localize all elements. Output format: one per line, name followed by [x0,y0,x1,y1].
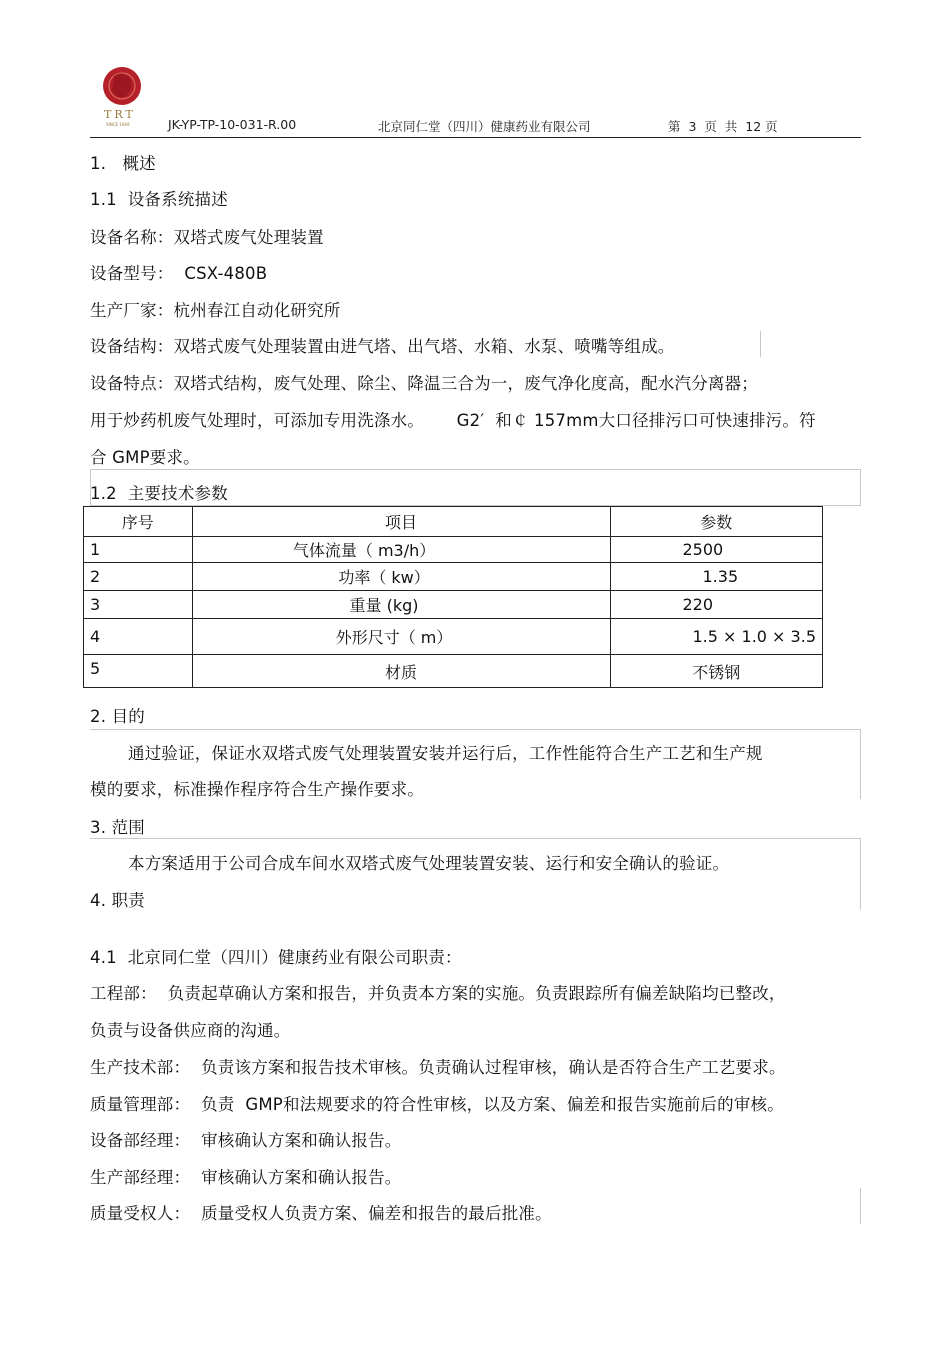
logo-text: TRT [104,108,136,121]
table-header-row [84,507,823,537]
equipment-feature-line-3: 合 GMP要求。 [90,448,200,467]
col-header-value: 参数 [610,507,823,537]
cell-value: 1.35 [610,563,823,591]
page-info: 第 3 页 共 12 页 [668,119,778,134]
doc-code: JK-YP-TP-10-031-R.00 [168,117,297,132]
equipment-structure: 设备结构：双塔式废气处理装置由进气塔、出气塔、水箱、水泵、喷嘴等组成。 [90,337,675,356]
cell-index: 5 [84,655,193,688]
cell-item: 重量 (kg) [192,591,610,619]
equipment-name: 设备名称：双塔式废气处理装置 [90,228,324,247]
section-3-heading: 3. 范围 [90,818,145,837]
table-row [84,591,823,619]
table-row [84,655,823,688]
section-2-box-right [860,729,861,799]
col-header-index: 序号 [84,507,193,537]
equipment-feature-line-1: 设备特点：双塔式结构，废气处理、除尘、降温三合为一，废气净化度高，配水汽分离器； [90,374,758,393]
responsibility-quality: 质量管理部： 负责 GMP和法规要求的符合性审核，以及方案、偏差和报告实施前后的审核。 [90,1095,784,1114]
cell-value: 220 [610,591,823,619]
table-row [84,619,823,655]
cell-item: 材质 [192,655,610,688]
section-4-heading: 4. 职责 [90,891,145,910]
equipment-feature-line-2: 用于炒药机废气处理时，可添加专用洗涤水。 G2′ 和￠ 157mm大口径排污口可快速排污。符 [90,411,816,430]
section-1-1-heading: 1.1 设备系统描述 [90,190,228,209]
cell-value: 2500 [610,537,823,563]
section-3-box-top [90,838,861,839]
section-3-box-right [860,838,861,910]
section-2-box-top [90,729,861,730]
section-4-1-heading: 4.1 北京同仁堂（四川）健康药业有限公司职责： [90,948,462,967]
cell-index: 4 [84,619,193,655]
section-box-top [90,469,861,470]
header-rule [90,137,861,138]
responsibility-production-tech: 生产技术部： 负责该方案和报告技术审核。负责确认过程审核，确认是否符合生产工艺要求。 [90,1058,786,1077]
cell-item: 外形尺寸（ m） [192,619,610,655]
section-2-heading: 2. 目的 [90,707,145,726]
responsibility-engineering-line-1: 工程部： 负责起草确认方案和报告，并负责本方案的实施。负责跟踪所有偏差缺陷均已整改， [90,984,786,1003]
margin-bar [860,1188,861,1224]
cell-index: 1 [84,537,193,563]
equipment-model: 设备型号： CSX-480B [90,264,268,283]
section-1-2-heading: 1.2 主要技术参数 [90,484,228,503]
section-1-heading: 1. 概述 [90,154,156,173]
company-logo [98,64,146,130]
section-box-right [860,469,861,506]
table-row [84,537,823,563]
company-name: 北京同仁堂（四川）健康药业有限公司 [378,119,591,134]
cell-value: 不锈钢 [610,655,823,688]
cell-index: 3 [84,591,193,619]
cell-index: 2 [84,563,193,591]
section-2-paragraph-line-1: 通过验证，保证水双塔式废气处理装置安装并运行后，工作性能符合生产工艺和生产规 [128,744,763,763]
cell-item: 气体流量（ m3/h） [192,537,610,563]
cell-value: 1.5 × 1.0 × 3.5 [610,619,823,655]
responsibility-qualified-person: 质量受权人： 质量受权人负责方案、偏差和报告的最后批准。 [90,1204,552,1223]
responsibility-engineering-line-2: 负责与设备供应商的沟通。 [90,1021,291,1040]
section-3-paragraph: 本方案适用于公司合成车间水双塔式废气处理装置安装、运行和安全确认的验证。 [128,854,730,873]
cell-item: 功率（ kw） [192,563,610,591]
margin-bar [760,331,761,357]
logo-subtext: SINCE 1669 [106,122,130,127]
col-header-item: 项目 [192,507,610,537]
responsibility-production-manager: 生产部经理： 审核确认方案和确认报告。 [90,1168,402,1187]
table-row [84,563,823,591]
section-2-paragraph-line-2: 模的要求，标准操作程序符合生产操作要求。 [90,780,424,799]
spec-table [83,506,823,688]
equipment-maker: 生产厂家：杭州春江自动化研究所 [90,301,341,320]
responsibility-equipment-manager: 设备部经理： 审核确认方案和确认报告。 [90,1131,402,1150]
